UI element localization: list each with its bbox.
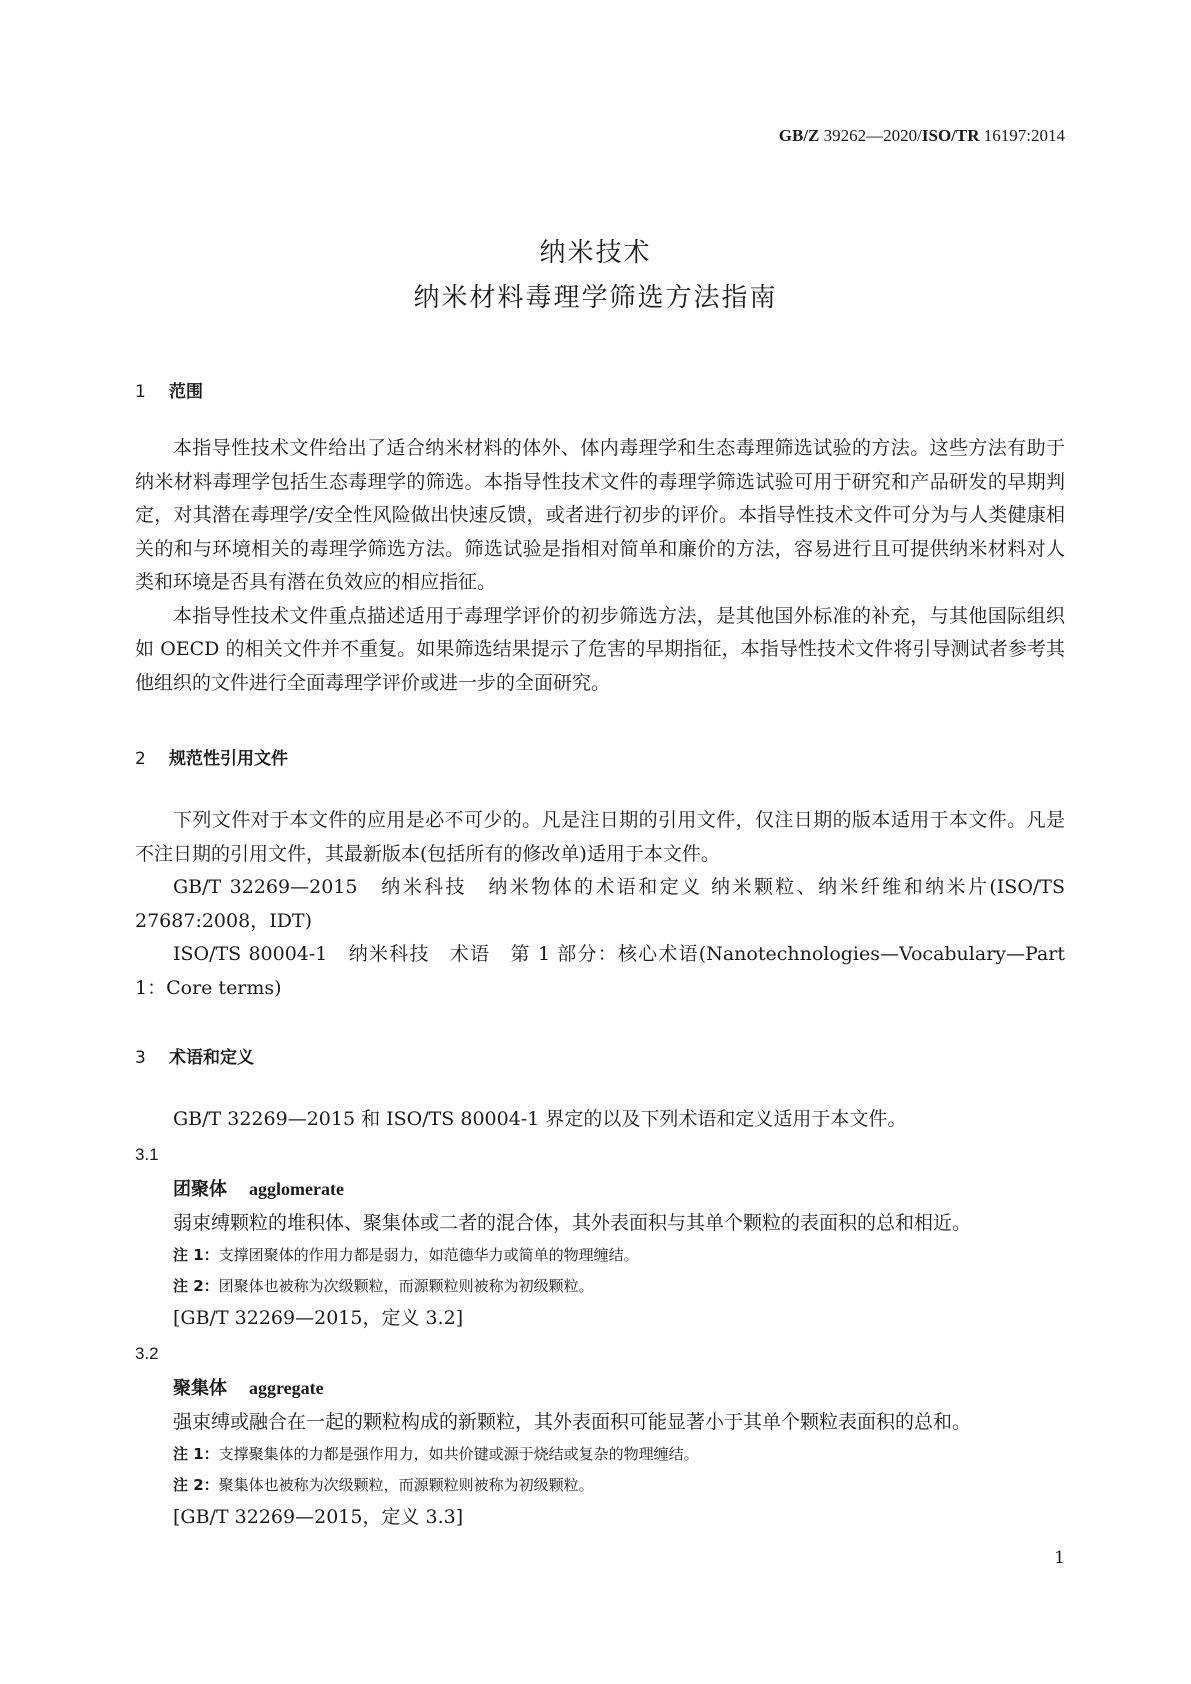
paragraph: 本指导性技术文件给出了适合纳米材料的体外、体内毒理学和生态毒理筛选试验的方法。这些方法有助于纳米材料毒理学包括生态毒理学的筛选。本指导性技术文件的毒理学筛选试验可用于研究和产品研发的早期判定，对其潜在毒理学/安全性风险做出快速反馈，或者进行初步的评价。本指导性技术文件可分为与人类健康相关的和与环境相关的毒理学筛选方法。筛选试验是指相对简单和廉价的方法，容易进行且可提供纳米材料对人类和环境是否具有潜在负效应的相应指征。 (135, 437, 1065, 593)
note: 注 1：支撑团聚体的作用力都是弱力，如范德华力或简单的物理缠结。 (173, 1246, 639, 1264)
section-3-heading: 3 术语和定义 (135, 1048, 254, 1068)
section-1-body (135, 432, 1065, 700)
term-title: 聚集体 aggregate (173, 1377, 324, 1399)
term-definition: 弱束缚颗粒的堆积体、聚集体或二者的混合体，其外表面积与其单个颗粒的表面积的总和相近。 (173, 1211, 972, 1234)
term-entry (135, 1137, 1065, 1336)
section-2-body (135, 804, 1065, 1005)
term-source: [GB/T 32269—2015，定义 3.3] (173, 1506, 464, 1528)
section-3-body (135, 1103, 1065, 1535)
document-code-header: GB/Z 39262—2020/ISO/TR 16197:2014 (778, 126, 1065, 145)
term-number: 3.2 (135, 1343, 159, 1363)
title-line-2: 纳米材料毒理学筛选方法指南 (413, 283, 778, 313)
term-title: 团聚体 agglomerate (173, 1178, 344, 1200)
term-entry (135, 1336, 1065, 1535)
note: 注 2：团聚体也被称为次级颗粒，而源颗粒则被称为初级颗粒。 (173, 1277, 594, 1295)
paragraph: 本指导性技术文件重点描述适用于毒理学评价的初步筛选方法，是其他国外标准的补充，与其他国际组织如 OECD 的相关文件并不重复。如果筛选结果提示了危害的早期指征，本指导性技术文件将引导测试者参考其他组织的文件进行全面毒理学评价或进一步的全面研究。 (135, 604, 1065, 694)
page-number: 1 (1054, 1548, 1065, 1568)
note: 注 2：聚集体也被称为次级颗粒，而源颗粒则被称为初级颗粒。 (173, 1476, 594, 1494)
title-line-1: 纳米技术 (539, 238, 652, 268)
term-number: 3.1 (135, 1144, 159, 1164)
term-definition: 强束缚或融合在一起的颗粒构成的新颗粒，其外表面积可能显著小于其单个颗粒表面积的总和。 (173, 1410, 972, 1433)
paragraph: GB/T 32269—2015 和 ISO/TS 80004-1 界定的以及下列术语和定义适用于本文件。 (173, 1108, 907, 1130)
reference-item: ISO/TS 80004-1 纳米科技 术语 第 1 部分：核心术语(Nanotechnologies—Vocabulary—Part 1：Core terms) (135, 943, 1065, 999)
section-2-heading: 2 规范性引用文件 (135, 749, 288, 769)
note: 注 1：支撑聚集体的力都是强作用力，如共价键或源于烧结或复杂的物理缠结。 (173, 1445, 699, 1463)
paragraph: 下列文件对于本文件的应用是必不可少的。凡是注日期的引用文件，仅注日期的版本适用于本文件。凡是不注日期的引用文件，其最新版本(包括所有的修改单)适用于本文件。 (135, 809, 1065, 865)
term-source: [GB/T 32269—2015，定义 3.2] (173, 1307, 464, 1329)
section-1-heading: 1 范围 (135, 382, 203, 402)
reference-item: GB/T 32269—2015 纳米科技 纳米物体的术语和定义 纳米颗粒、纳米纤维和纳米片(ISO/TS 27687:2008，IDT) (135, 876, 1065, 932)
